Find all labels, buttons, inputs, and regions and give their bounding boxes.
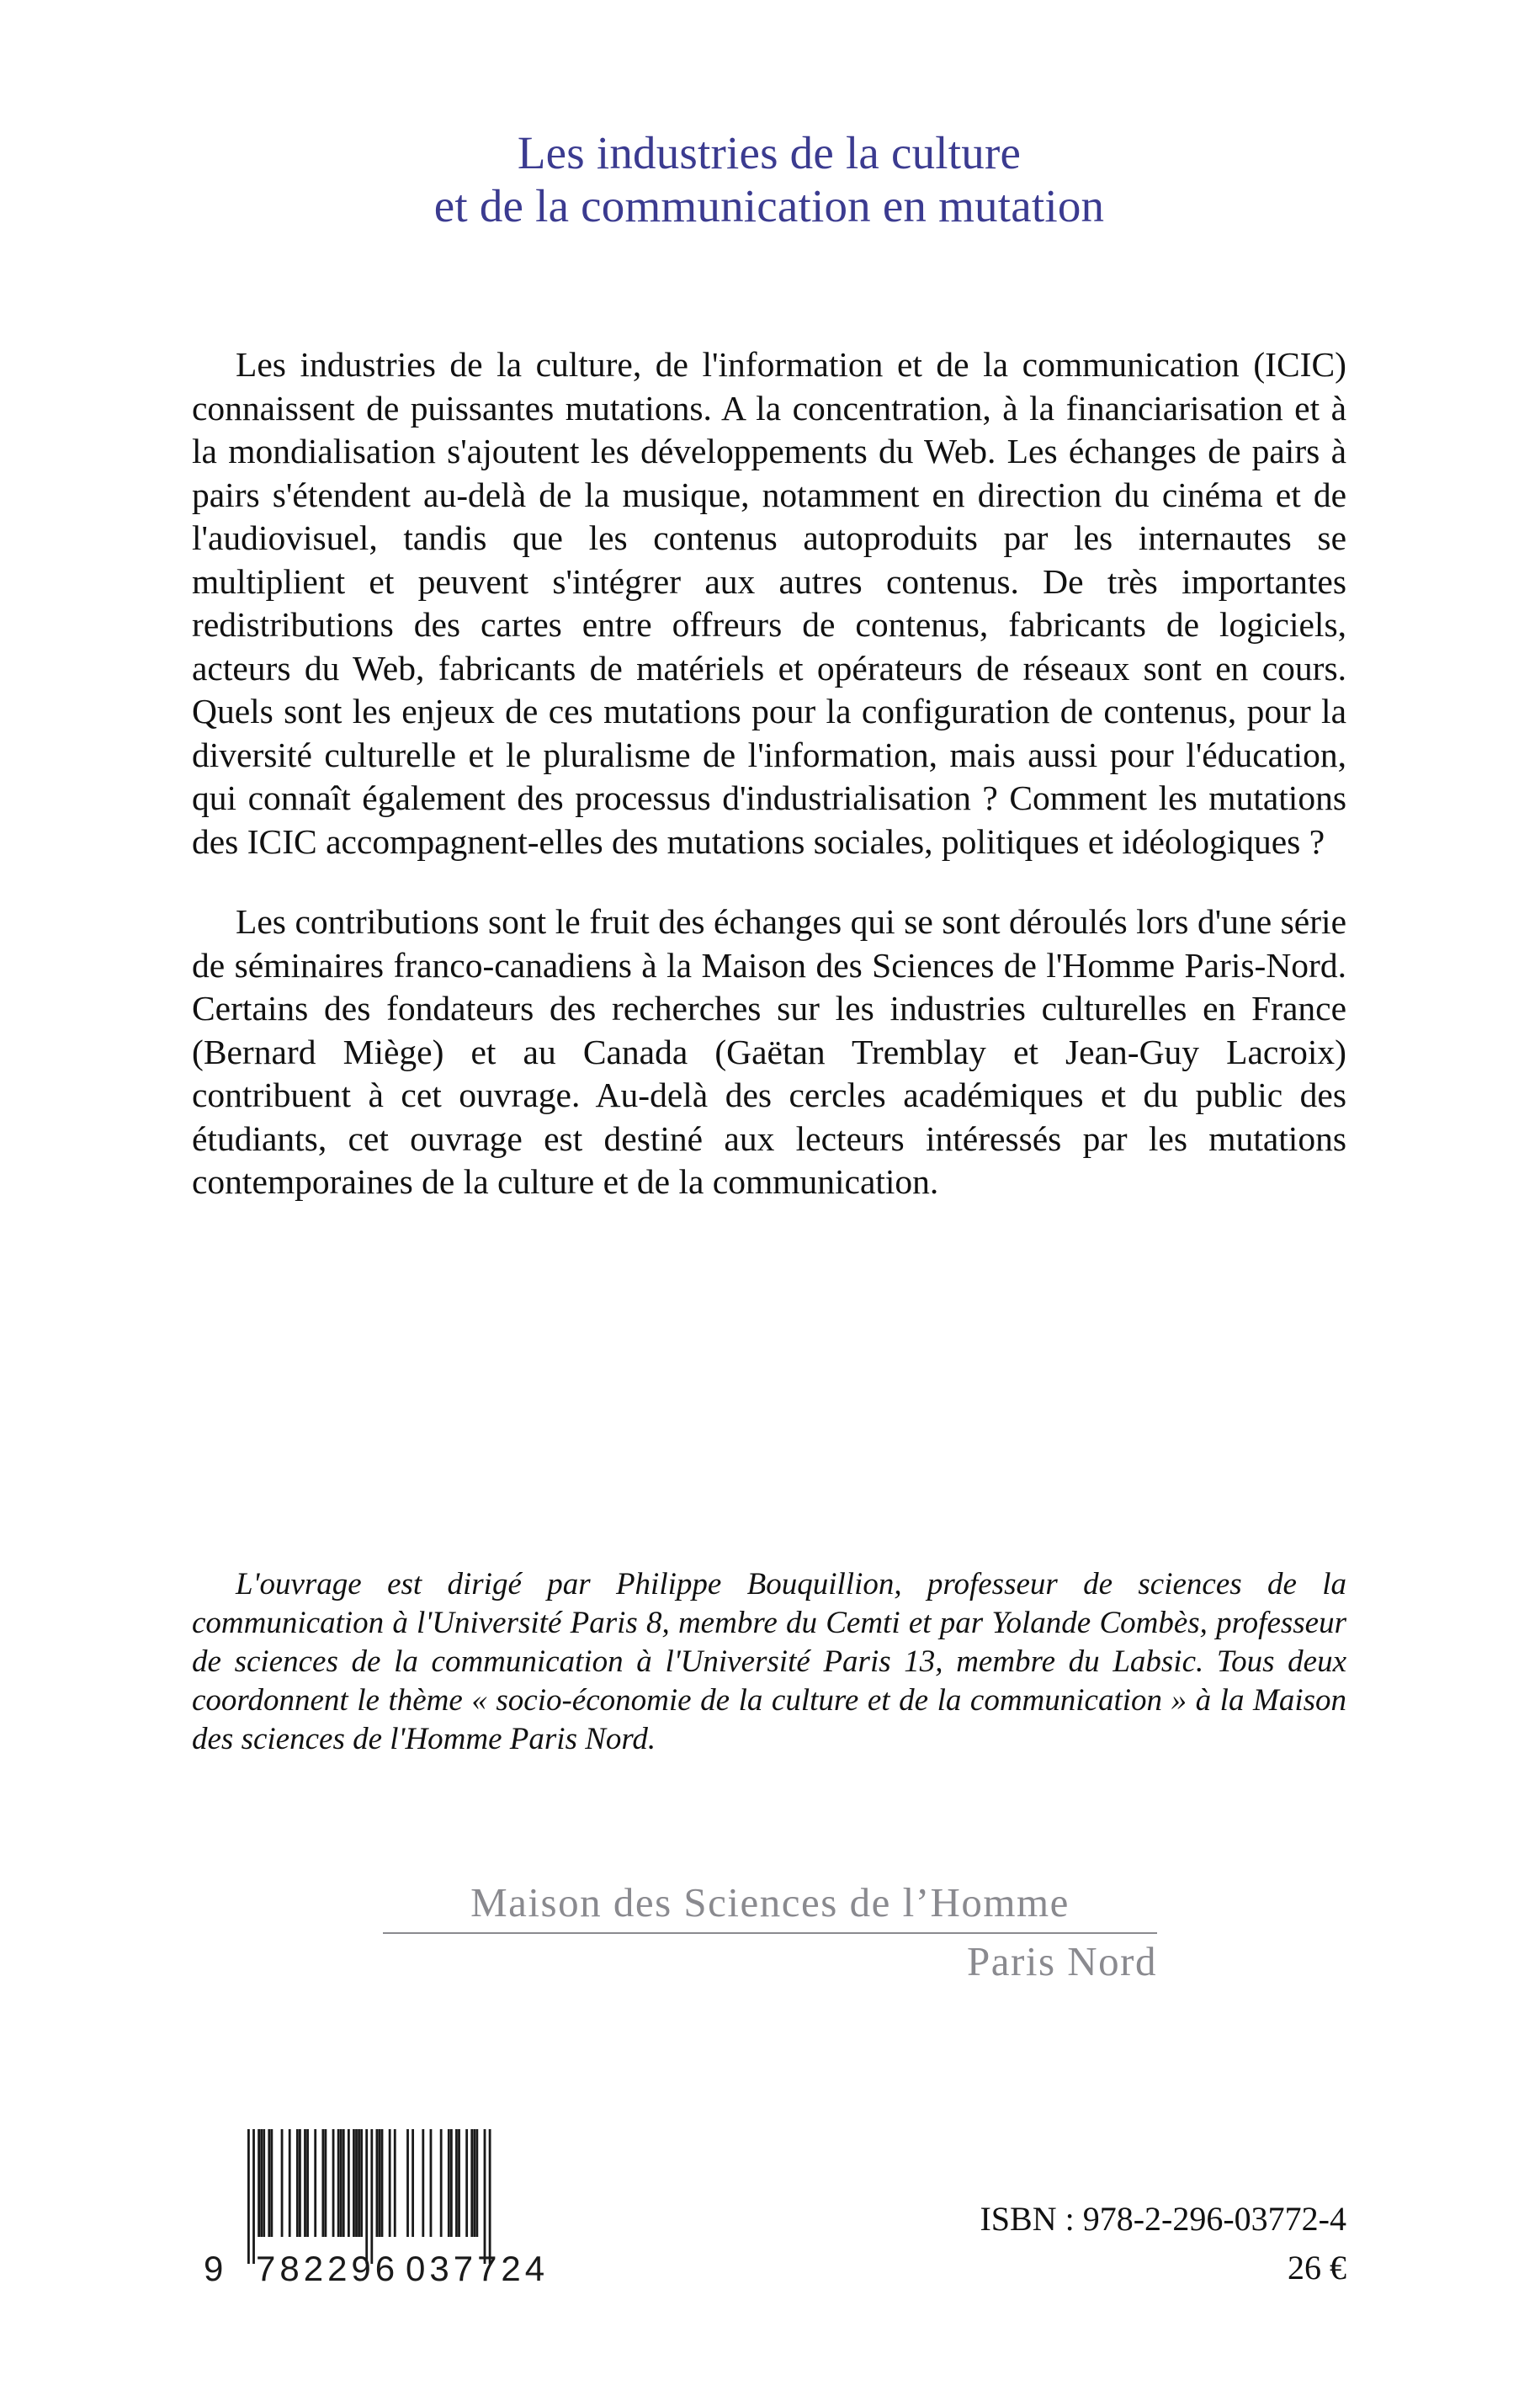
blurb-body — [192, 343, 1346, 1204]
blurb-paragraph-1: Les industries de la culture, de l'information et de la communication (ICIC) connaissent de puissantes mutations. A la concentration, à la financiarisation et à la mondialisation s'ajoutent les développements du Web. Les échanges de pairs à pairs s'étendent au-delà de la musique, notamment en direction du cinéma et de l'audiovisuel, tandis que les contenus autoproduits par les internautes se multiplient et peuvent s'intégrer aux autres contenus. De très importantes redistributions des cartes entre offreurs de contenus, fabricants de logiciels, acteurs du Web, fabricants de matériels et opérateurs de réseaux sont en cours. Quels sont les enjeux de ces mutations pour la configuration de contenus, pour la diversité culturelle et le pluralisme de l'information, mais aussi pour l'éducation, qui connaît également des processus d'industrialisation ? Comment les mutations des ICIC accompagnent-elles des mutations sociales, politiques et idéologiques ? — [192, 345, 1346, 861]
barcode-lead-digit: 9 — [204, 2249, 224, 2287]
barcode-ean13-icon — [195, 2119, 582, 2287]
blurb-paragraph-2: Les contributions sont le fruit des échanges qui se sont déroulés lors d'une série de séminaires franco-canadiens à la Maison des Sciences de l'Homme Paris-Nord. Certains des fondateurs des recherches sur les industries culturelles en France (Bernard Miège) et au Canada (Gaëtan Tremblay et Jean-Guy Lacroix) contribuent à cet ouvrage. Au-delà des cercles académiques et du public des étudiants, cet ouvrage est destiné aux lecteurs intéressés par les mutations contemporaines de la culture et de la communication. — [192, 902, 1346, 1201]
editor-note-text: L'ouvrage est dirigé par Philippe Bouquillion, professeur de sciences de la communication à l'Université Paris 8, membre du Cemti et par Yolande Combès, professeur de sciences de la communication à l'Université Paris 13, membre du Labsic. Tous deux coordonnent le thème « socio-économie de la culture et de la communication » à la Maison des sciences de l'Homme Paris Nord. — [192, 1567, 1346, 1756]
publisher-logo-line-2: Paris Nord — [967, 1938, 1157, 1984]
isbn-block — [842, 2195, 1346, 2292]
price: 26 € — [1288, 2249, 1346, 2287]
isbn-number: ISBN : 978-2-296-03772-4 — [980, 2200, 1346, 2238]
barcode-right-digits: 037724 — [406, 2249, 550, 2287]
editor-note-block — [192, 1565, 1346, 1759]
page-title — [192, 126, 1346, 233]
publisher-logo-line-1: Maison des Sciences de l’Homme — [470, 1879, 1070, 1926]
title-line-1: Les industries de la culture — [517, 127, 1022, 178]
publisher-logo — [383, 1878, 1157, 1986]
barcode-left-digits: 782296 — [256, 2249, 400, 2287]
barcode — [195, 2119, 582, 2287]
publisher-logo-divider — [383, 1932, 1157, 1934]
title-line-2: et de la communication en mutation — [433, 180, 1105, 232]
